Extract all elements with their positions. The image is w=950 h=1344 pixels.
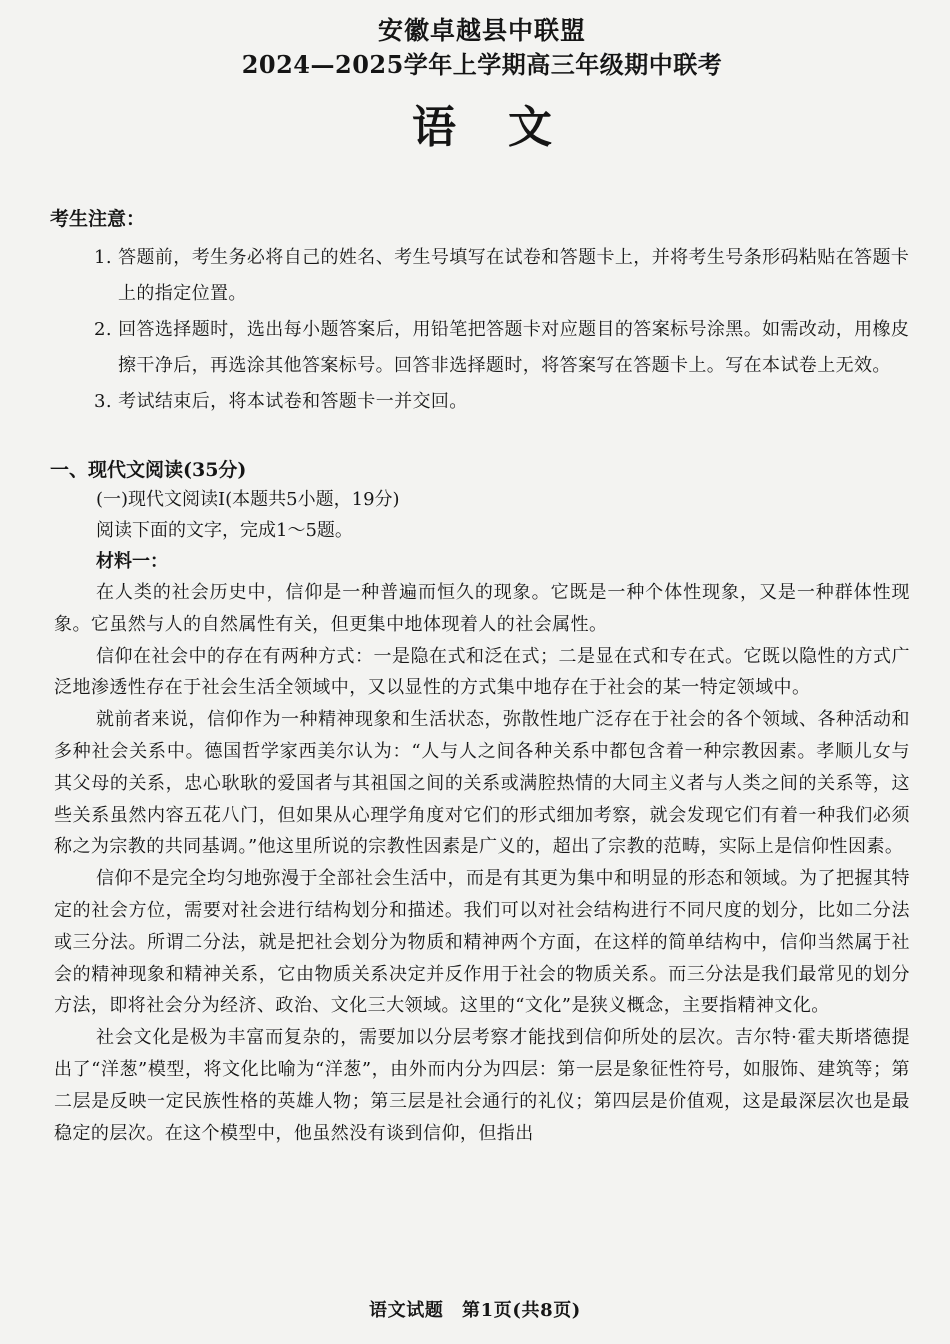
exam-title: 2024—2025学年上学期高三年级期中联考: [241, 50, 723, 79]
body-paragraph: 社会文化是极为丰富而复杂的，需要加以分层考察才能找到信仰所处的层次。吉尔特·霍夫斯塔德提出了“洋葱”模型，将文化比喻为“洋葱”，由外而内分为四层：第一层是象征性符号，如服饰、建筑等；第二层是反映一定民族性格的英雄人物；第三层是社会通行的礼仪；第四层是价值观，这是最深层次也是最稳定的层次。在这个模型中，他虽然没有谈到信仰，但指出: [54, 1027, 910, 1144]
candidate-notice: [50, 206, 910, 420]
notice-item: 3. 考试结束后，将本试卷和答题卡一并交回。: [94, 391, 468, 412]
section-title: 一、现代文阅读(35分): [50, 459, 247, 481]
notice-list: [54, 240, 910, 420]
section-subtitle: (一)现代文阅读Ⅰ(本题共5小题，19分): [96, 489, 400, 510]
notice-item: 2. 回答选择题时，选出每小题答案后，用铅笔把答题卡对应题目的答案标号涂黑。如需改动，用橡皮擦干净后，再选涂其他答案标号。回答非选择题时，将答案写在答题卡上。写在本试卷上无效。: [94, 319, 910, 376]
body-paragraph: 就前者来说，信仰作为一种精神现象和生活状态，弥散性地广泛存在于社会的各个领域、各种活动和多种社会关系中。德国哲学家西美尔认为：“人与人之间各种关系中都包含着一种宗教因素。孝顺儿女与其父母的关系，忠心耿耿的爱国者与其祖国之间的关系或满腔热情的大同主义者与人类之间的关系等，这些关系虽然内容五花八门，但如果从心理学角度对它们的形式细加考察，就会发现它们有着一种我们必须称之为宗教的共同基调。”他这里所说的宗教性因素是广义的，超出了宗教的范畴，实际上是信仰性因素。: [54, 709, 910, 858]
body-paragraph: 在人类的社会历史中，信仰是一种普遍而恒久的现象。它既是一种个体性现象，又是一种群体性现象。它虽然与人的自然属性有关，但更集中地体现着人的社会属性。: [54, 582, 910, 635]
material-label: 材料一：: [96, 551, 168, 572]
reading-instruction: 阅读下面的文字，完成1～5题。: [96, 520, 353, 541]
notice-item: 1. 答题前，考生务必将自己的姓名、考生号填写在试卷和答题卡上，并将考生号条形码粘贴在答题卡上的指定位置。: [94, 247, 910, 304]
body-paragraph: 信仰不是完全均匀地弥漫于全部社会生活中，而是有其更为集中和明显的形态和领域。为了把握其特定的社会方位，需要对社会进行结构划分和描述。我们可以对社会结构进行不同尺度的划分，比如二分法或三分法。所谓二分法，就是把社会划分为物质和精神两个方面，在这样的简单结构中，信仰当然属于社会的精神现象和精神关系，它由物质关系决定并反作用于社会的物质关系。而三分法是我们最常见的划分方法，即将社会分为经济、政治、文化三大领域。这里的“文化”是狭义概念，主要指精神文化。: [54, 868, 910, 1017]
subject-title: 语文: [412, 102, 604, 153]
modern-reading-section: [50, 456, 910, 1149]
body-paragraph: 信仰在社会中的存在有两种方式：一是隐在式和泛在式；二是显在式和专在式。它既以隐性的方式广泛地渗透性存在于社会生活全领域中，又以显性的方式集中地存在于社会的某一特定领域中。: [54, 645, 910, 699]
organization-title: 安徽卓越县中联盟: [377, 16, 586, 45]
notice-title: 考生注意：: [50, 208, 146, 230]
page-footer: 语文试题 第1页(共8页): [369, 1300, 581, 1321]
